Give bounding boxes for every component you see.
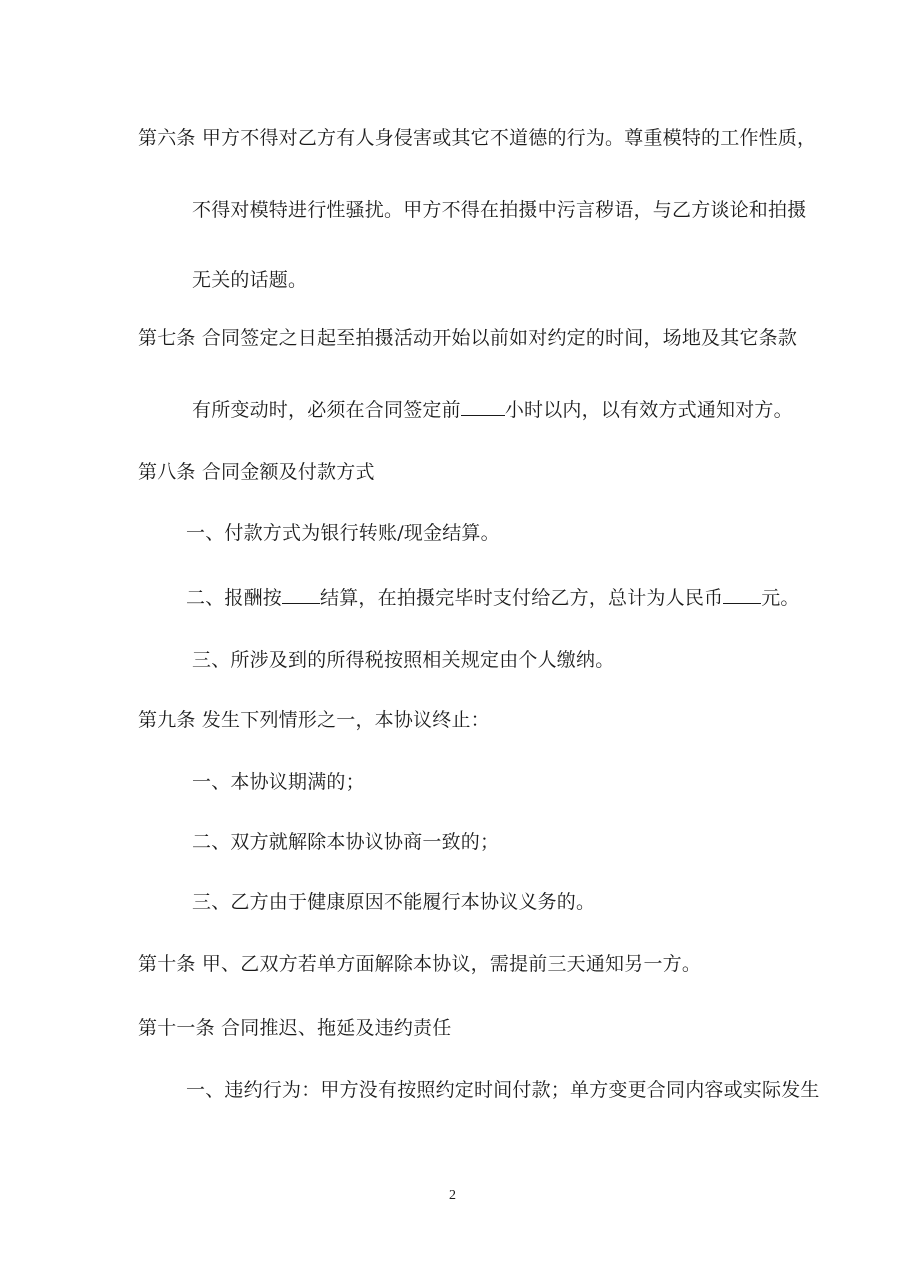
article-8-item-1: 一、付款方式为银行转账/现金结算。 xyxy=(186,522,500,544)
page-number: 2 xyxy=(449,1188,456,1203)
article-7-line-2 xyxy=(192,398,793,422)
article-8-item-3: 三、所涉及到的所得税按照相关规定由个人缴纳。 xyxy=(192,649,615,671)
article-8-item-2 xyxy=(186,586,800,610)
article-7-line-2-before-blank: 有所变动时，必须在合同签定前 xyxy=(192,399,461,421)
article-9-item-3: 三、乙方由于健康原因不能履行本协议义务的。 xyxy=(192,891,596,913)
article-8-item-2-after-blank: 元。 xyxy=(761,587,800,609)
article-7-line-2-after-blank: 小时以内，以有效方式通知对方。 xyxy=(504,399,793,421)
article-6-line-2: 不得对模特进行性骚扰。甲方不得在拍摄中污言秽语，与乙方谈论和拍摄 xyxy=(192,199,807,221)
total-amount-blank xyxy=(723,587,761,604)
payment-basis-blank xyxy=(282,587,320,604)
article-8-item-2-before-blank: 二、报酬按 xyxy=(186,587,283,609)
article-9-item-2: 二、双方就解除本协议协商一致的； xyxy=(192,831,500,853)
article-6-line-1: 第六条 甲方不得对乙方有人身侵害或其它不道德的行为。尊重模特的工作性质， xyxy=(138,127,817,149)
article-11-title: 第十一条 合同推迟、拖延及违约责任 xyxy=(138,1017,452,1039)
hours-blank xyxy=(461,399,505,416)
article-9-title: 第九条 发生下列情形之一，本协议终止： xyxy=(138,709,490,731)
article-11-item-1: 一、违约行为：甲方没有按照约定时间付款；单方变更合同内容或实际发生 xyxy=(186,1079,820,1101)
article-10: 第十条 甲、乙双方若单方面解除本协议，需提前三天通知另一方。 xyxy=(138,953,702,975)
article-8-title: 第八条 合同金额及付款方式 xyxy=(138,461,375,483)
article-6-line-3: 无关的话题。 xyxy=(192,269,308,291)
article-8-item-2-middle: 结算，在拍摄完毕时支付给乙方，总计为人民币 xyxy=(320,587,724,609)
article-7-line-1: 第七条 合同签定之日起至拍摄活动开始以前如对约定的时间，场地及其它条款 xyxy=(138,327,798,349)
article-9-item-1: 一、本协议期满的； xyxy=(192,771,365,793)
